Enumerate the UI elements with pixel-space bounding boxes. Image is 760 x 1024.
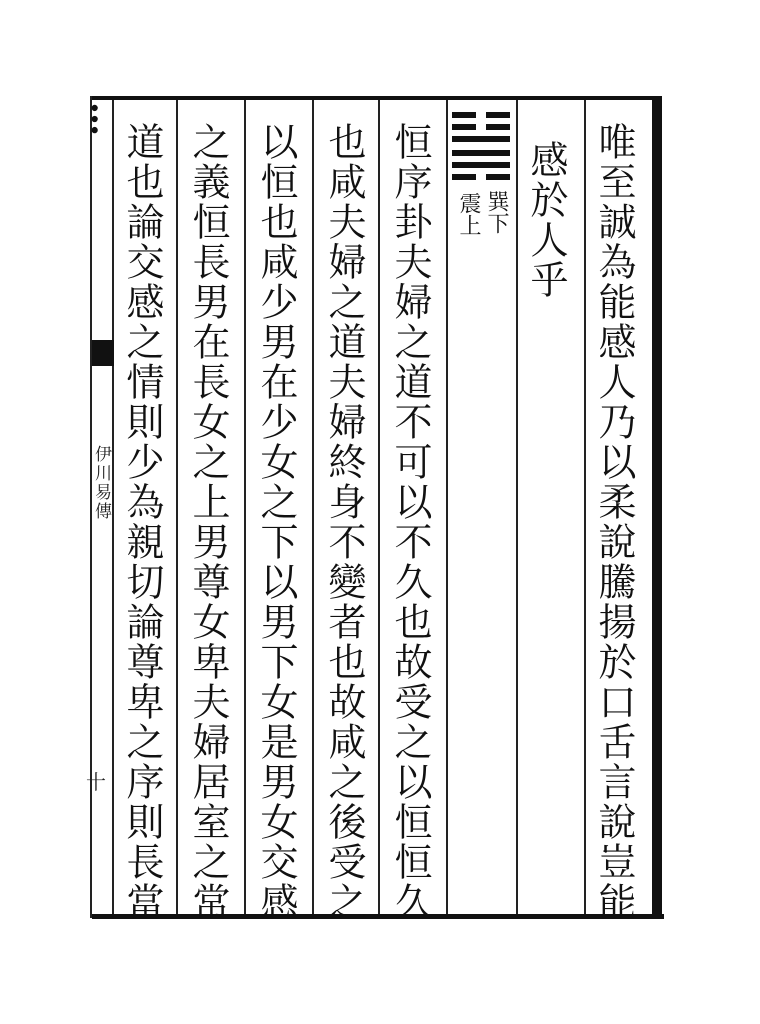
column-divider	[312, 100, 314, 914]
hexagram-upper-label: 震上	[456, 192, 481, 236]
hexagram-line	[452, 150, 510, 156]
column-divider	[378, 100, 380, 914]
column-divider	[244, 100, 246, 914]
hexagram-line	[452, 136, 510, 142]
hexagram-line	[452, 112, 476, 118]
text-column-5: 以恒也咸少男在少女之下以男下女是男女交感	[254, 122, 298, 922]
column-divider	[584, 100, 586, 914]
hexagram-lower-label: 巽下	[484, 190, 509, 234]
frame-right-border	[652, 96, 662, 918]
margin-fishtail-mark	[92, 340, 114, 366]
column-divider	[176, 100, 178, 914]
column-divider	[516, 100, 518, 914]
margin-book-title: 伊川易傳	[91, 445, 111, 521]
margin-header-text: …	[83, 102, 123, 138]
hexagram-symbol	[452, 112, 512, 182]
column-divider	[112, 100, 114, 914]
text-column-3: 恒序卦夫婦之道不可以不久也故受之以恒恒久	[388, 122, 432, 922]
text-column-4: 也咸夫婦之道夫婦終身不變者也故咸之後受之	[322, 122, 366, 922]
hexagram-line	[452, 162, 510, 168]
text-column-1: 唯至誠為能感人乃以柔說騰揚於口舌言說豈能	[592, 122, 636, 922]
column-divider	[446, 100, 448, 914]
hexagram-line	[486, 174, 510, 180]
margin-page-number: 十	[86, 770, 106, 794]
hexagram-line	[452, 174, 476, 180]
hexagram-line	[486, 124, 510, 130]
text-column-7: 道也論交感之情則少為親切論尊卑之序則長當	[120, 122, 164, 922]
hexagram-line	[452, 124, 476, 130]
frame-bottom-border	[92, 914, 664, 919]
hexagram-line	[486, 112, 510, 118]
text-column-2: 感於人乎	[524, 140, 568, 300]
text-column-6: 之義恒長男在長女之上男尊女卑夫婦居室之常	[186, 122, 230, 922]
